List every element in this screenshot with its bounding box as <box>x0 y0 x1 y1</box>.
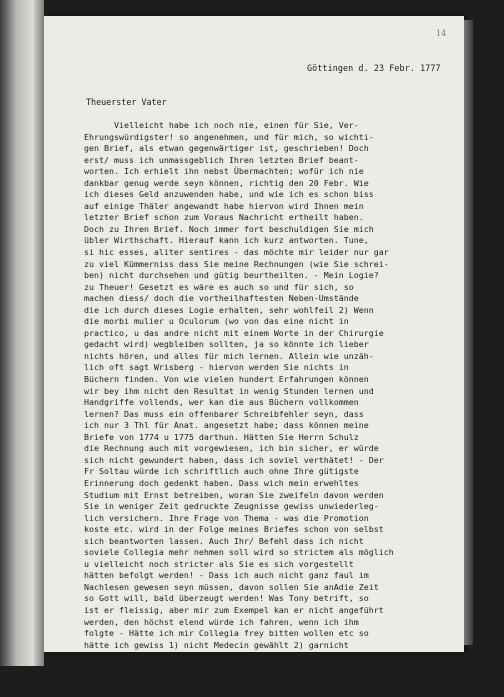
letter-line: 3) Just G. würde ich nicht um Akademisch Leben gewählt haben, <box>84 662 389 673</box>
letter-line: so Gott will, bald überzeugt werden! Was Tony betrift, so <box>84 593 369 604</box>
letter-line: gedacht wird) wegbleiben sollten, ja so könnte ich lieber <box>84 339 369 350</box>
letter-line: studiert sondern hätte auf eine andre mein Glück versucht. <box>84 651 374 662</box>
letter-line: zu viel Kümmerniss dass Sie meine Rechnungen (wie Sie schrei- <box>84 258 389 269</box>
letter-line: dankbar genug werde seyn können, richtig den 20 Febr. Wie <box>84 177 369 188</box>
letter-line: folgte - Hätte ich mir Collegia frey bitten wollen etc so <box>84 628 369 639</box>
letter-line: nichts hören, und alles für mich lernen. Allein wie unzäh- <box>84 350 374 361</box>
letter-line: koste etc. wird in der Folge meines Briefes schon von selbst <box>84 524 384 535</box>
letter-line: übler Wirthschaft. Hierauf kann ich kurz antworten. Tune, <box>84 235 369 246</box>
letter-line: ben) nicht durchsehen und gütig beurtheilten. - Mein Logie? <box>84 270 379 281</box>
letter-line: wo das Principium allgemein herrschet (wie Sie auch aus <box>84 674 359 685</box>
letter-line: lernen? Das muss ein offenbarer Schreibfehler seyn, dass <box>84 408 364 419</box>
letter-line: Büchern finden. Von wie vielen hundert Erfahrungen können <box>84 374 369 385</box>
page-number: 14 <box>436 29 447 38</box>
letter-line: Handgriffe vollends, wer kan die aus Büchern vollkommen <box>84 397 359 408</box>
letter-line: u vielleicht noch stricter als Sie es sich vorgestellt <box>84 558 354 569</box>
letter-line: erst/ muss ich unmassgeblich Ihren letzten Brief beant- <box>84 154 359 165</box>
letter-line: Sie in weniger Zeit gedruckte Zeugnisse gewiss unwiederleg- <box>84 501 379 512</box>
letter-line: lich oft sagt Wrisberg - hiervon werden Sie nichts in <box>84 362 349 373</box>
letter-line: Nachlesen gewesen seyn müssen, davon sollen Sie anAdie Zeit <box>84 581 379 592</box>
letter-salutation: Theuerster Vater <box>86 97 167 107</box>
letter-line: soviele Collegia mehr nehmen soll wird so strictem als möglich <box>84 547 394 558</box>
letter-body <box>84 120 456 697</box>
letter-date: Göttingen d. 23 Febr. 1777 <box>307 63 441 73</box>
letter-line: gen Brief, als etwan gegenwärtiger ist, geschrieben! Doch <box>84 143 369 154</box>
letter-line: lich versichern. Ihre Frage von Thema - was die Promotion <box>84 512 369 523</box>
letter-line: wir bey ihm nicht den Resultat in wenig Stunden lernen und <box>84 385 374 396</box>
letter-line: sich nicht gewundert haben, dass ich soviel verthätet! - Der <box>84 454 384 465</box>
letter-line: werden, den höchst elend würde ich fahren, wenn ich ihm <box>84 616 359 627</box>
letter-line: Studium mit Ernst betreiben, woran Sie zweifeln davon werden <box>84 489 384 500</box>
right-page-edge <box>464 20 473 645</box>
letter-line: Briefe von 1774 u 1775 darthun. Hätten Sie Herrn Schulz <box>84 431 359 442</box>
letter-line: ich dieses Geld anzuwenden habe, und wie ich es schon biss <box>84 189 374 200</box>
letter-line: si hic esses, aliter sentires - das möchte mir leider nur gar <box>84 247 389 258</box>
letter-line: letzter Brief schon zum Voraus Nachricht ertheilt haben. <box>84 212 364 223</box>
letter-line: sich beantworten lassen. Auch Ihr/ Befehl dass ich nicht <box>84 535 364 546</box>
letter-line: Vielleicht habe ich noch nie, einen für Sie, Ver- <box>84 120 359 130</box>
letter-line: zu Theuer! Gesetzt es wäre es auch so und für sich, so <box>84 281 354 292</box>
letter-line: machen diess/ doch die vortheilhaftesten Neben-Umstände <box>84 293 359 304</box>
letter-line: Ehrungswürdigster! so angenehmen, und für mich, so wichti- <box>84 131 374 142</box>
letter-line: Michaelis Raisonnement über die protest. Univ. ersehen können) <box>84 685 394 696</box>
letter-line: Doch zu Ihren Brief. Noch immer fort beschuldigen Sie mich <box>84 223 374 234</box>
letter-line: hätten befolgt werden! - Dass ich auch nicht ganz faul im <box>84 570 369 581</box>
letter-line: worten. Ich erhielt ihn nebst Übermachten; wofür ich nie <box>84 166 364 177</box>
letter-line: die morbi mulier u Oculorum (wo von das eine nicht in <box>84 316 349 327</box>
book-spine-shadow <box>34 0 44 666</box>
letter-line: hätte ich gewiss 1) nicht Medecin gewählt 2) garnicht <box>84 639 349 650</box>
letter-line: ich nur 3 Thl für Anat. angesetzt habe; dass können meine <box>84 420 369 431</box>
letter-line: ist er fleissig, aber mir zum Exempel kan er nicht angeführt <box>84 604 384 615</box>
letter-page <box>44 16 464 696</box>
letter-line: die ich durch dieses Logie erhalten, sehr wohlfeil 2) Wenn <box>84 304 374 315</box>
letter-line: auf einige Thäler angewandt habe hiervon wird Ihnen mein <box>84 200 364 211</box>
letter-line: die Rechnung auch mit vorgewiesen, ich bin sicher, er würde <box>84 443 379 454</box>
letter-line: Erinnerung doch gedenkt haben. Dass wich mein erwehltes <box>84 477 359 488</box>
letter-line: practico, u das andre nicht mit einem Worte in der Chirurgie <box>84 327 384 338</box>
letter-line: Fr Soltau würde ich schriftlich auch ohne Ihre gütigste <box>84 466 359 477</box>
